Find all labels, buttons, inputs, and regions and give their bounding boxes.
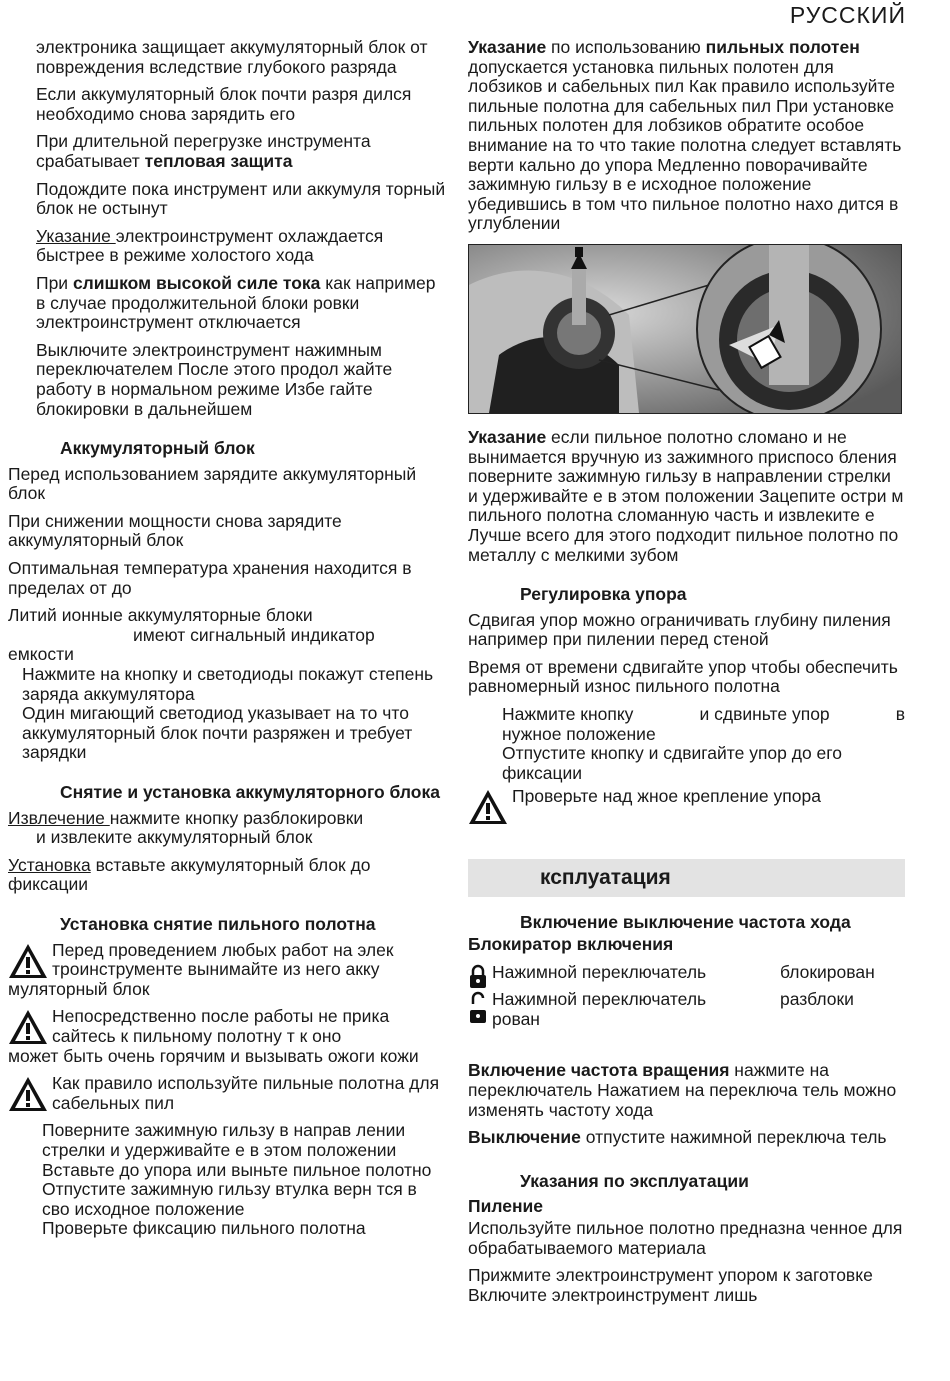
term-label: Извлечение — [8, 807, 110, 828]
list-item: Проверьте фиксацию пильного полотна — [42, 1218, 366, 1239]
note-label: Указание — [468, 426, 547, 447]
text: и извлеките аккумуляторный блок — [36, 827, 313, 848]
blade-clamp-photo — [468, 244, 902, 414]
lock-row — [468, 963, 905, 983]
text: Нажмите кнопку — [502, 704, 634, 725]
warning-block — [8, 1074, 446, 1113]
paragraph — [8, 132, 446, 171]
section-heading: Установка снятие пильного полотна — [60, 913, 376, 934]
text: нажмите на переключатель Нажатием на переключа тель можно изменять частоту хода — [468, 1060, 897, 1120]
section-banner: ксплуатация — [468, 859, 905, 897]
paragraph: Сдвигая упор можно ограничивать глубину пиления например при пилении перед стеной — [468, 609, 891, 650]
warning-text: муляторный блок — [8, 978, 150, 999]
paragraph: Используйте пильное полотно предназна ченное для обрабатываемого материала — [468, 1217, 903, 1258]
left-column — [8, 38, 446, 1247]
text: если пильное полотно сломано и не вынимается вручную из зажимного приспосо бления поверните зажимную гильзу в направлении стрелки и удерживайте е в этом положении Зацепите остри м пильного полотна сломанную часть и извлеките е Лучше всего для этого подходит пильное полотно по металлу с мелкими зубом — [468, 426, 904, 565]
text: вставьте аккумуляторный блок до фиксации — [8, 854, 371, 895]
text: Нажимной переключатель — [492, 989, 707, 1010]
list-item — [468, 705, 905, 744]
text: как например в случае продолжительной блоки ровки электроинструмент отключается — [36, 272, 436, 333]
text: Литий ионные аккумуляторные блоки — [8, 605, 313, 626]
paragraph — [8, 856, 446, 895]
paragraph: Прижмите электроинструмент упором к заготовке Включите электроинструмент лишь — [468, 1265, 873, 1305]
warning-triangle-icon — [8, 1076, 48, 1112]
warning-text: Перед проведением любых работ на элек троинструменте вынимайте из него акку — [52, 939, 394, 980]
term-label: Установка — [8, 854, 91, 875]
text: емкости — [8, 644, 74, 665]
note-label: Указание — [36, 225, 116, 246]
bold-term: пильных полотен — [705, 37, 860, 57]
warning-text: может быть очень горячим и вызывать ожоги кожи — [8, 1045, 419, 1066]
list-item: Отпустите зажимную гильзу втулка верн тся в сво исходное положение — [42, 1179, 417, 1219]
unlock-icon — [468, 990, 488, 1024]
paragraph — [8, 227, 446, 266]
text: отпустите нажимной переключа тель — [580, 1127, 887, 1148]
warning-triangle-icon — [8, 1009, 48, 1045]
list-item: Вставьте до упора или выньте пильное полотно — [42, 1159, 432, 1180]
text: и сдвиньте упор — [699, 704, 830, 725]
paragraph — [8, 274, 446, 333]
warning-block — [8, 1007, 446, 1066]
section-heading: Аккумуляторный блок — [60, 438, 255, 459]
paragraph — [468, 428, 905, 565]
text: электроинструмент охлаждается быстрее в режиме холостого хода — [36, 225, 384, 266]
text: блокирован — [780, 961, 875, 982]
paragraph: электроника защищает аккумуляторный блок от повреждения вследствие глубокого разряда — [36, 37, 428, 77]
warning-triangle-icon — [468, 789, 508, 825]
paragraph: При снижении мощности снова зарядите аккумуляторный блок — [8, 510, 342, 551]
warning-triangle-icon — [8, 943, 48, 979]
section-heading: Включение выключение частота хода — [520, 912, 851, 933]
note-label: Указание — [468, 37, 547, 57]
lock-icon — [468, 963, 488, 989]
paragraph — [468, 1061, 905, 1120]
section-heading: Снятие и установка аккумуляторного блока — [60, 782, 440, 802]
lock-row — [468, 990, 905, 1029]
paragraph — [8, 606, 446, 665]
warning-block — [468, 787, 905, 825]
list-item: Один мигающий светодиод указывает на то что аккумуляторный блок почти разряжен и требует зарядки — [22, 703, 413, 763]
warning-text: Проверьте над жное крепление упора — [512, 786, 821, 807]
bold-term: тепловая защита — [144, 150, 293, 171]
warning-block — [8, 941, 446, 1000]
subheading: Блокиратор включения — [468, 934, 674, 955]
paragraph: Время от времени сдвигайте упор чтобы обеспечить равномерный износ пильного полотна — [468, 656, 898, 697]
warning-text: Как правило используйте пильные полотна для сабельных пил — [52, 1073, 440, 1113]
list-item: Нажмите на кнопку и светодиоды покажут степень заряда аккумулятора — [22, 664, 434, 704]
paragraph: Подождите пока инструмент или аккумуля торный блок не остынут — [36, 178, 446, 219]
list-item: Отпустите кнопку и сдвигайте упор до его фиксации — [502, 743, 843, 783]
paragraph: Оптимальная температура хранения находится в пределах от до — [8, 558, 412, 598]
paragraph: Выключите электроинструмент нажимным переключателем После этого продол жайте работу в нормальном режиме Избе гайте блокировки в дальнейшем — [36, 339, 393, 419]
bold-term: Включение частота вращения — [468, 1060, 730, 1081]
paragraph — [8, 809, 446, 848]
text: допускается установка пильных полотен для лобзиков и сабельных пил Как правило используйте пильные полотна для сабельных пил При установке пильных полотен для лобзиков обратите особое внимание на то что такие полотна следует вставлять верти кально до упора Медленно поворачивайте зажимную гильзу в е исходное положение убедившись в том что пильное полотно нахо дится в углублении — [468, 56, 902, 234]
paragraph: Перед использованием зарядите аккумуляторный блок — [8, 463, 417, 504]
language-label: РУССКИЙ — [789, 2, 906, 28]
section-heading: Указания по эксплуатации — [520, 1170, 749, 1191]
text: рован — [492, 1008, 540, 1029]
bold-term: Выключение — [468, 1127, 581, 1148]
paragraph — [468, 1128, 905, 1148]
section-heading: Регулировка упора — [520, 584, 687, 605]
paragraph — [468, 38, 905, 234]
text: в — [895, 704, 905, 725]
paragraph: Если аккумуляторный блок почти разря дился необходимо снова зарядить его — [36, 84, 412, 124]
subheading: Пиление — [468, 1196, 544, 1217]
text: Нажимной переключатель — [492, 961, 707, 982]
text: При длительной перегрузке инструмента срабатывает — [36, 131, 371, 171]
text: имеют сигнальный индикатор — [133, 624, 375, 645]
bold-term: слишком высокой силе тока — [72, 272, 321, 293]
text: нужное положение — [502, 723, 656, 744]
text: нажмите кнопку разблокировки — [109, 807, 364, 828]
text: При — [36, 272, 73, 293]
list-item: Поверните зажимную гильзу в направ лении стрелки и удерживайте е в этом положении — [42, 1120, 406, 1160]
warning-text: Непосредственно после работы не прика сайтесь к пильному полотну т к оно — [52, 1006, 390, 1046]
right-column — [468, 38, 905, 1313]
text: разблоки — [780, 989, 854, 1010]
text: по использованию — [546, 37, 706, 57]
